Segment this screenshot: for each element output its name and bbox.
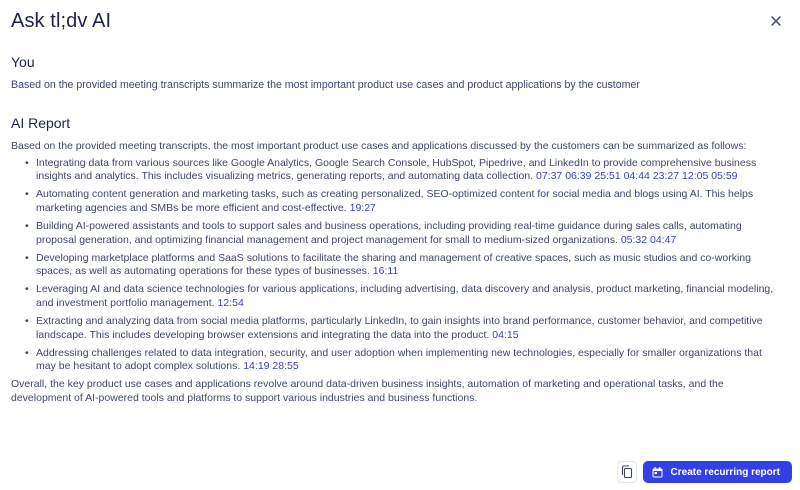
timestamp-link[interactable]: 05:59 — [711, 170, 738, 183]
copy-button[interactable] — [617, 461, 637, 483]
report-item-text: Developing marketplace platforms and SaaS solutions to facilitate the sharing and management of creative spaces, such as music studios and co-working spaces, as well as automating operations for these types of businesses. — [36, 251, 751, 278]
timestamp-link[interactable]: 04:44 — [623, 170, 650, 183]
report-list-item — [11, 347, 784, 374]
user-prompt: Based on the provided meeting transcripts summarize the most important product use cases and product applications by the customer — [11, 79, 640, 91]
timestamp-link[interactable]: 06:39 — [565, 170, 592, 183]
bullet-icon: • — [25, 219, 29, 232]
timestamp-link[interactable]: 12:05 — [682, 170, 709, 183]
report-list-item — [11, 283, 784, 310]
report-list-item — [11, 252, 784, 279]
report-item-text: Automating content generation and marketing tasks, such as creating personalized, SEO-optimized content for social media and blogs using AI. This helps marketing agencies and SMBs be more efficient and cost-effective. — [36, 188, 754, 214]
timestamp-link[interactable]: 25:51 — [594, 170, 621, 183]
timestamp-link[interactable]: 04:47 — [650, 233, 677, 246]
bullet-icon: • — [25, 251, 29, 264]
bullet-icon: • — [25, 283, 29, 296]
you-heading: You — [11, 54, 35, 70]
timestamp-link[interactable]: 16:11 — [372, 265, 399, 278]
bullet-icon: • — [25, 156, 29, 169]
report-intro: Based on the provided meeting transcripts, the most important product use cases and applications discussed by the customers can be summarized as follows: — [11, 140, 747, 152]
timestamp-link[interactable]: 23:27 — [652, 170, 680, 183]
timestamp-link[interactable]: 28:55 — [272, 360, 299, 373]
bullet-icon: • — [25, 346, 29, 359]
timestamp-link[interactable]: 05:32 — [620, 233, 648, 246]
report-list-item — [11, 157, 784, 184]
timestamp-link[interactable]: 04:15 — [492, 328, 519, 341]
timestamp-link[interactable]: 19:27 — [349, 201, 376, 214]
close-button[interactable] — [767, 12, 785, 30]
report-item-text: Extracting and analyzing data from social media platforms, particularly LinkedIn, to gain insights into brand performance, customer behavior, and competitive landscape. This includes developing browser extensions and integrating the data into the product. — [36, 315, 763, 341]
timestamp-link[interactable]: 14:19 — [243, 360, 270, 373]
create-recurring-report-button[interactable] — [643, 461, 792, 483]
bullet-icon: • — [25, 315, 29, 328]
modal-footer — [617, 461, 792, 483]
report-item-text: Integrating data from various sources like Google Analytics, Google Search Console, HubSpot, Pipedrive, and LinkedIn to provide comprehensive business insights and analytics. This includes visualizing metrics, generating reports, and automating data collection. — [36, 156, 757, 183]
ai-report-heading: AI Report — [11, 115, 71, 131]
timestamp-link[interactable]: 07:37 — [536, 170, 563, 183]
modal-content — [11, 53, 784, 406]
calendar-icon — [652, 467, 663, 478]
report-list — [11, 157, 784, 374]
report-list-item — [11, 220, 784, 247]
report-outro: Overall, the key product use cases and applications revolve around data-driven business insights, automation of marketing and operational tasks, and the development of AI-powered tools and platforms to support various industries and business functions. — [11, 378, 724, 404]
timestamp-link[interactable]: 12:54 — [217, 296, 244, 309]
report-list-item — [11, 315, 784, 342]
report-list-item — [11, 188, 784, 215]
report-item-text: Addressing challenges related to data integration, security, and user adoption when implementing new technologies, especially for smaller organizations that may be hesitant to adopt complex solutions. — [36, 346, 762, 373]
close-icon — [767, 12, 785, 30]
modal-title: Ask tl;dv AI — [11, 10, 112, 32]
report-item-text: Building AI-powered assistants and tools to support sales and business operations, including providing real-time guidance during sales calls, automating proposal generation, and optimizing financial management and project management for small to medium-sized organizations. — [36, 219, 742, 246]
create-recurring-report-label: Create recurring report — [670, 466, 780, 478]
copy-icon — [621, 465, 633, 479]
report-item-text: Leveraging AI and data science technologies for various applications, including advertising, data discovery and analysis, product marketing, financial modeling, and investment portfolio management. — [36, 283, 774, 309]
bullet-icon: • — [25, 188, 29, 201]
modal-header — [11, 8, 789, 36]
